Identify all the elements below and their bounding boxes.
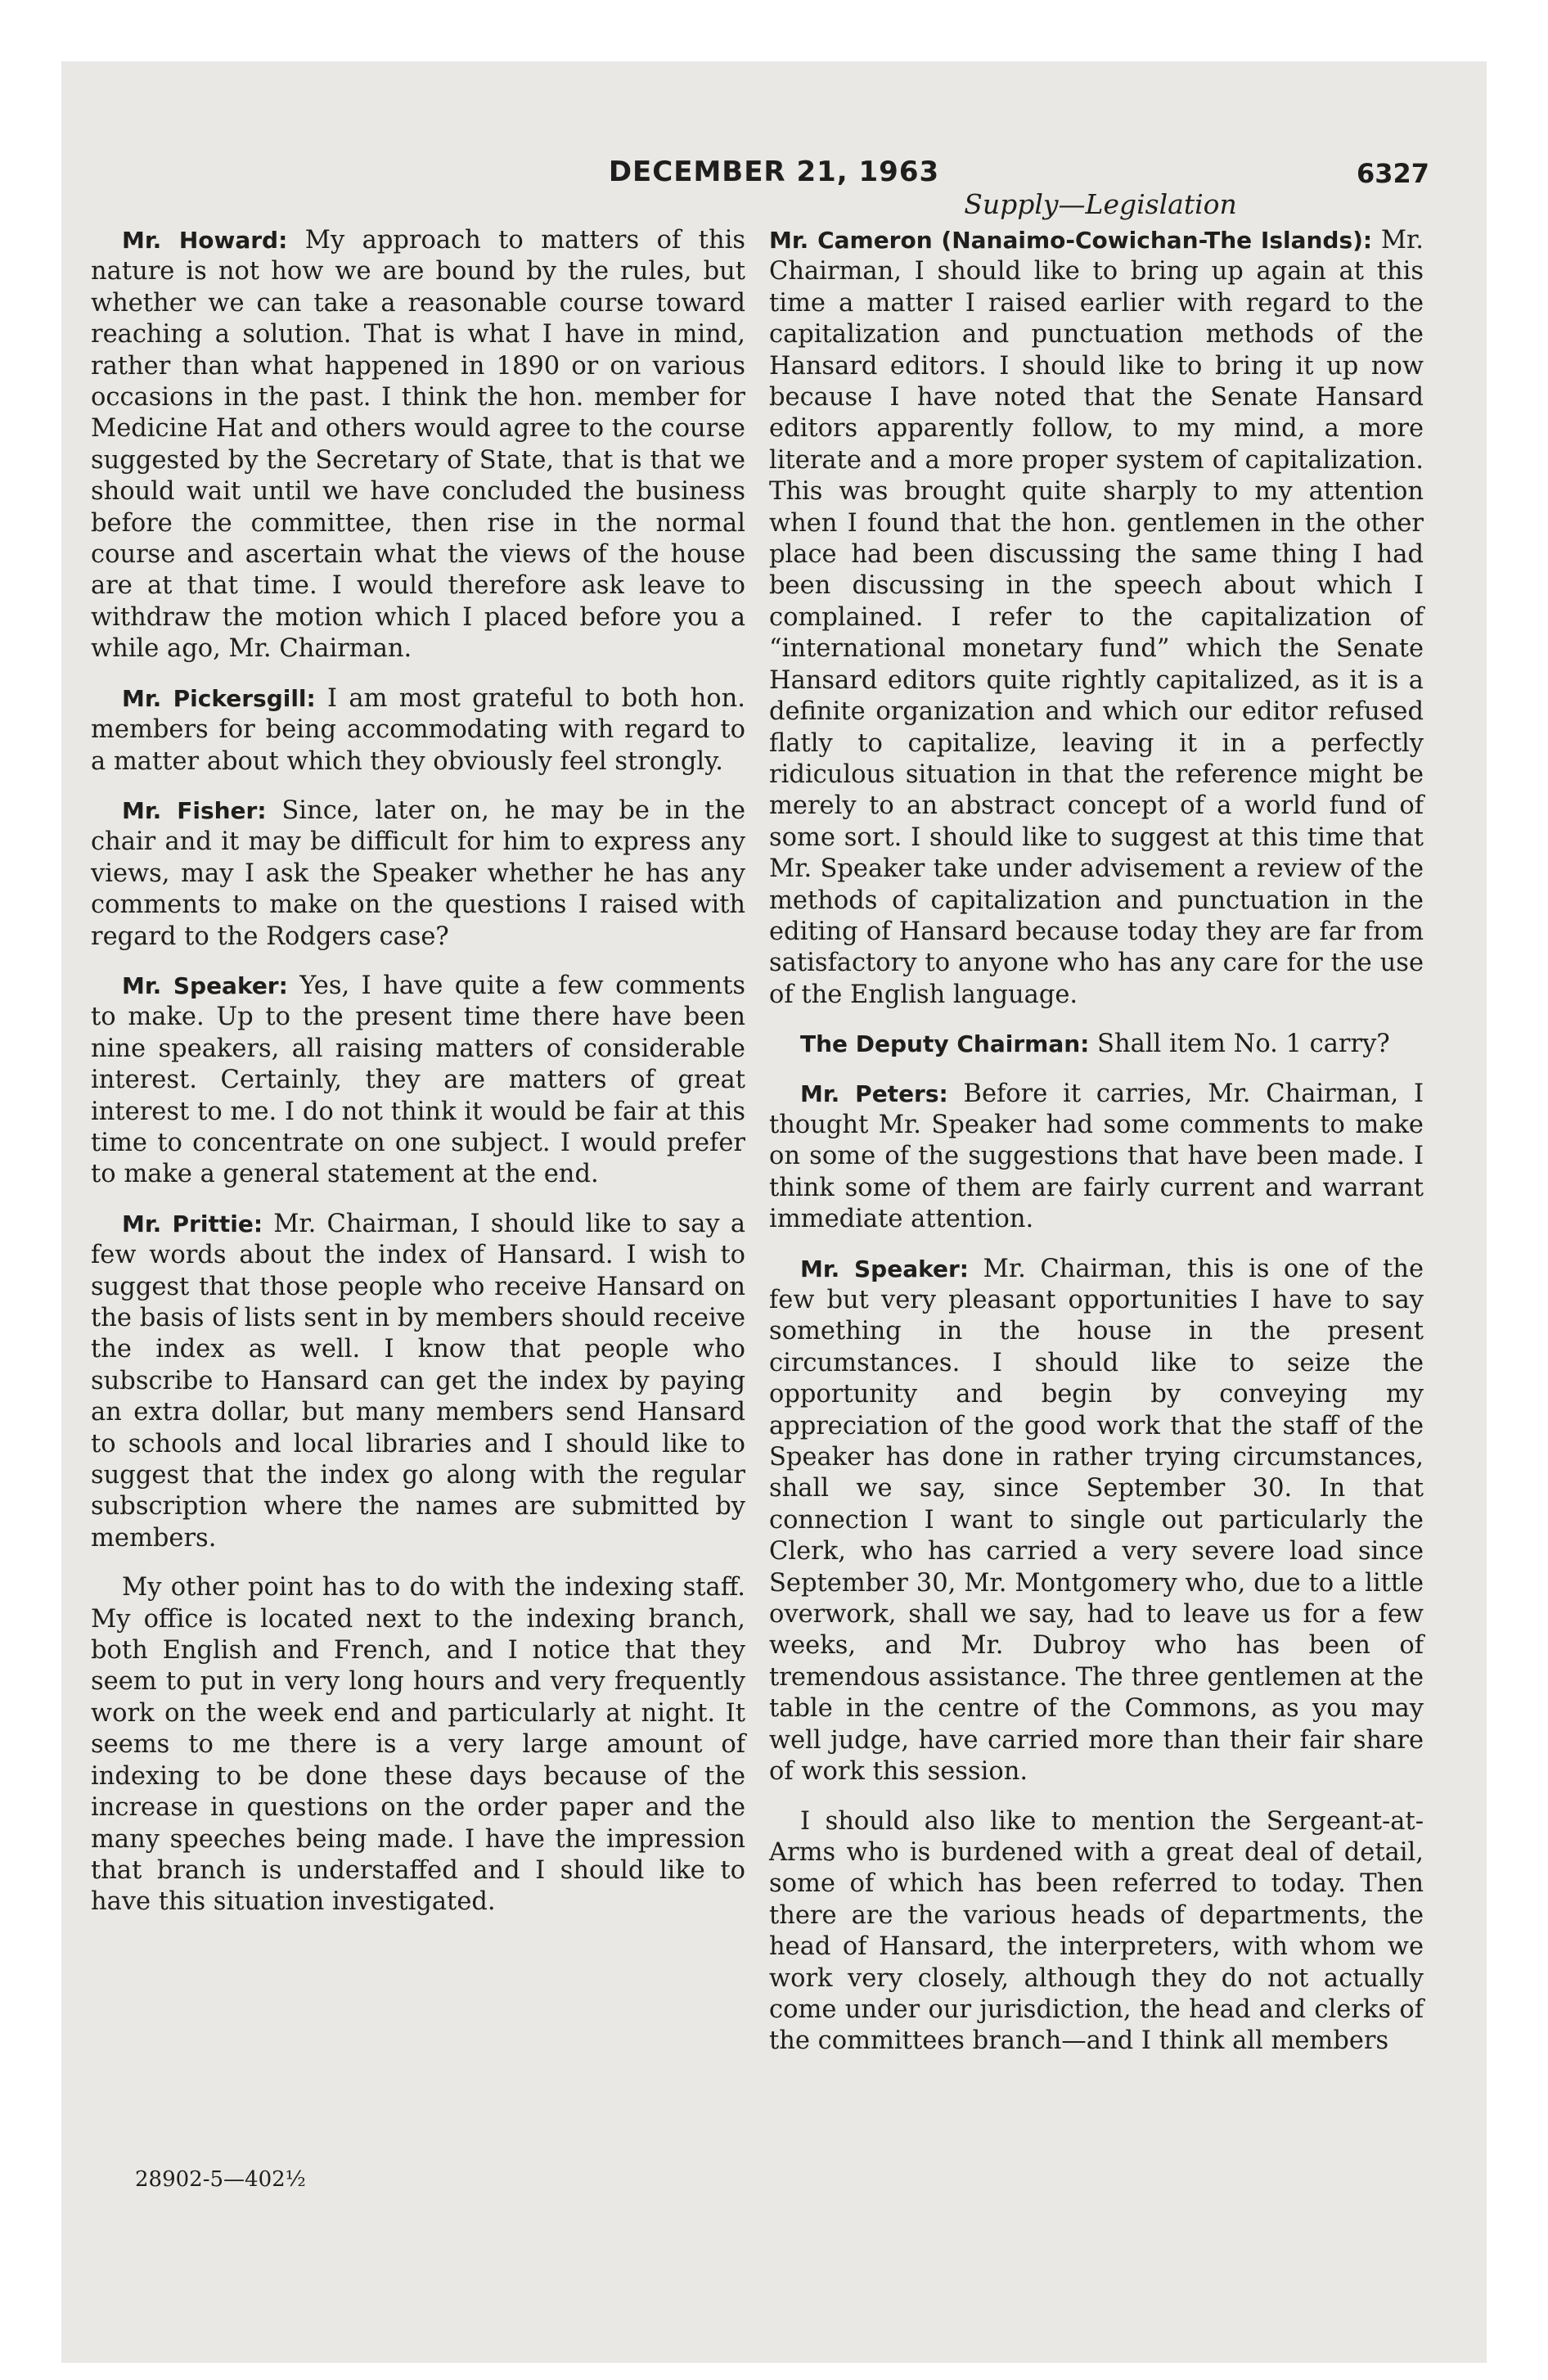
- speaker-name: Mr. Cameron (Nanaimo-Cowichan-The Islands):: [769, 227, 1373, 254]
- paragraph: [91, 971, 745, 1191]
- paragraph-text: My other point has to do with the indexing staff. My office is located next to the indexing branch, both English and French, and I notice that they seem to put in very long hours and very frequently work on the week end and particularly at night. It seems to me there is a very large amount of indexing to be done these days because of the increase in questions on the order paper and the many speeches being made. I have the impression that branch is understaffed and I should like to have this situation investigated.: [91, 1573, 745, 1917]
- paragraph-text: Shall item No. 1 carry?: [1089, 1030, 1390, 1059]
- page-number: 6327: [1356, 158, 1429, 189]
- paragraph-text: Mr. Chairman, I should like to say a few words about the index of Hansard. I wish to suggest that those people who receive Hansard on the basis of lists sent in by members should receive the index as well. I know that people who subscribe to Hansard can get the index by paying an extra dollar, but many members send Hansard to schools and local libraries and I should like to suggest that the index go along with the regular subscription where the names are submitted by members.: [91, 1209, 746, 1553]
- speaker-name: Mr. Peters:: [800, 1080, 948, 1107]
- left-column: [91, 225, 745, 1936]
- section-title: Supply—Legislation: [964, 188, 1237, 220]
- paragraph: [91, 225, 745, 665]
- paragraph: [769, 1029, 1424, 1060]
- paragraph-text: Yes, I have quite a few comments to make. Up to the present time there have been nine speakers, all raising matters of considerable interest. Certainly, they are matters of great interest to me. I do not think it would be fair at this time to concentrate on one subject. I would prefer to make a general statement at the end.: [91, 971, 745, 1189]
- paragraph: [769, 1254, 1424, 1788]
- page-header-date: DECEMBER 21, 1963: [608, 156, 940, 188]
- paragraph-text: Since, later on, he may be in the chair and it may be difficult for him to express any views, may I ask the Speaker whether he has any comments to make on the questions I raised with regard to the Rodgers case?: [91, 796, 745, 951]
- speaker-name: Mr. Howard:: [122, 227, 288, 254]
- paragraph-text: Mr. Chairman, I should like to bring up again at this time a matter I raised earlier with regard to the capitalization and punctuation methods of the Hansard editors. I should like to bring it up now because I have noted that the Senate Hansard editors apparently follow, to my mind, a more literate and a more proper system of capitalization. This was brought quite sharply to my attention when I found that the hon. gentlemen in the other place had been discussing the same thing I had been discussing in the speech about which I complained. I refer to the capitalization of “international monetary fund” which the Senate Hansard editors quite rightly capitalized, as it is a definite organization and which our editor refused flatly to capitalize, leaving it in a perfectly ridiculous situation in that the reference might be merely to an abstract concept of a world fund of some sort. I should like to suggest at this time that Mr. Speaker take under advisement a review of the methods of capitalization and punctuation in the editing of Hansard because today they are far from satisfactory to anyone who has any care for the use of the English language.: [769, 226, 1424, 1009]
- speaker-name: Mr. Speaker:: [800, 1255, 969, 1282]
- paragraph-text: I should also like to mention the Sergeant-at-Arms who is burdened with a great deal of detail, some of which has been referred to today. Then there are the various heads of departments, the head of Hansard, the interpreters, with whom we work very closely, although they do not actually come under our jurisdiction, the head and clerks of the committees branch—and I think all members: [769, 1806, 1424, 2056]
- speaker-name: Mr. Pickersgill:: [122, 684, 316, 712]
- speaker-name: The Deputy Chairman:: [800, 1030, 1090, 1058]
- paragraph: [91, 1209, 745, 1554]
- speaker-name: Mr. Prittie:: [122, 1210, 263, 1237]
- paragraph: [769, 1079, 1424, 1236]
- paragraph-text: Mr. Chairman, this is one of the few but very pleasant opportunities I have to say something in the house in the present circumstances. I should like to seize the opportunity and begin by conveying my appreciation of the good work that the staff of the Speaker has done in rather trying circumstances, shall we say, since September 30. In that connection I want to single out particularly the Clerk, who has carried a very severe load since September 30, Mr. Montgomery who, due to a little overwork, shall we say, had to leave us for a few weeks, and Mr. Dubroy who has been of tremendous assistance. The three gentlemen at the table in the centre of the Commons, as you may well judge, have carried more than their fair share of work this session.: [769, 1254, 1424, 1787]
- paragraph: [769, 225, 1424, 1011]
- paragraph: [91, 796, 745, 953]
- paragraph: [91, 683, 745, 778]
- paragraph: [91, 1572, 745, 1918]
- right-column: [769, 225, 1424, 2076]
- print-code: 28902-5—402½: [135, 2167, 306, 2192]
- speaker-name: Mr. Speaker:: [122, 971, 288, 999]
- paragraph-text: I am most grateful to both hon. members for being accommodating with regard to a matter about which they obviously feel strongly.: [91, 683, 745, 776]
- paragraph-text: Before it carries, Mr. Chairman, I thought Mr. Speaker had some comments to make on some of the suggestions that have been made. I think some of them are fairly current and warrant immediate attention.: [769, 1079, 1424, 1234]
- paragraph: [769, 1806, 1424, 2058]
- document-page: [61, 61, 1487, 2363]
- speaker-name: Mr. Fisher:: [122, 796, 267, 824]
- paragraph-text: My approach to matters of this nature is not how we are bound by the rules, but whether we can take a reasonable course toward reaching a solution. That is what I have in mind, rather than what happened in 1890 or on various occasions in the past. I think the hon. member for Medicine Hat and others would agree to the course suggested by the Secretary of State, that is that we should wait until we have concluded the business before the committee, then rise in the normal course and ascertain what the views of the house are at that time. I would therefore ask leave to withdraw the motion which I placed before you a while ago, Mr. Chairman.: [91, 226, 745, 664]
